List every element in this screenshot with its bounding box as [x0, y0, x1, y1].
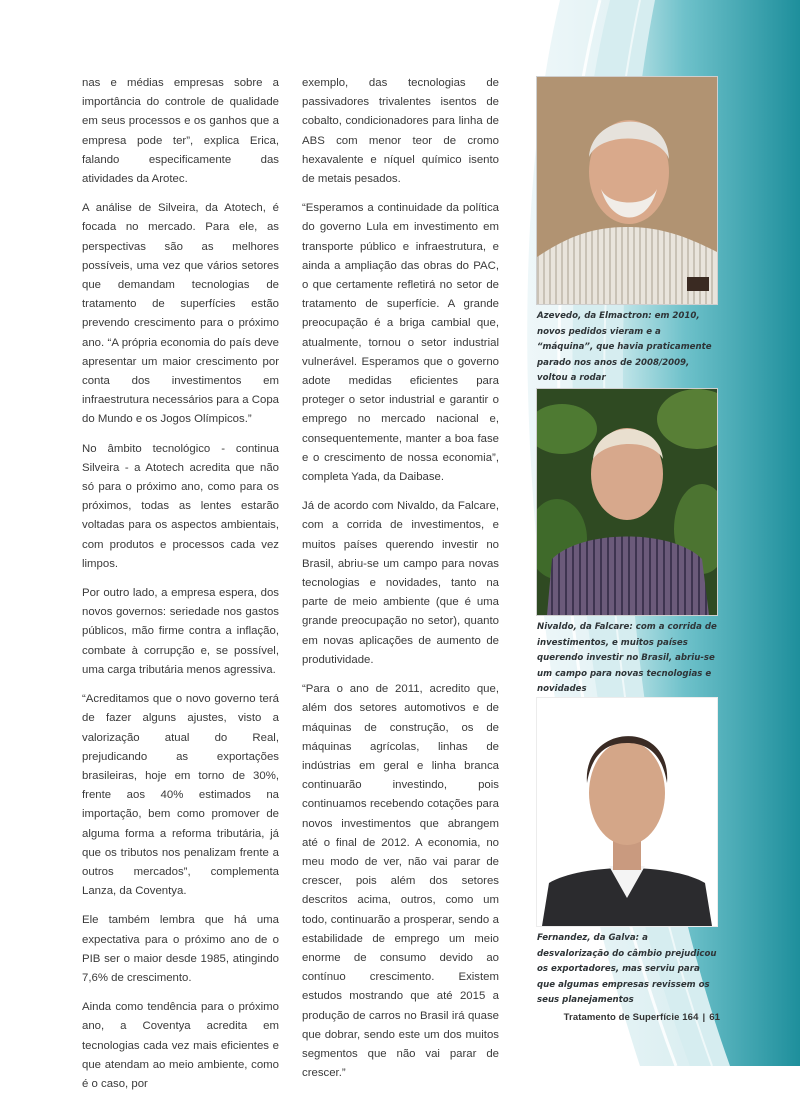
portrait-older-man-image	[537, 77, 717, 304]
photo-fernandez	[536, 697, 718, 927]
photo-caption: Fernandez, da Galva: a desvalorização do câmbio prejudicou os exportadores, mas serviu para que algumas empresas revissem os seus planejamentos	[537, 933, 717, 1005]
paragraph: exemplo, das tecnologias de passivadores trivalentes isentos de cobalto, condicionadores para linha de ABS com menor teor de cromo hexavalente e níquel químico isento de metais pesados.	[302, 77, 499, 186]
photo-caption: Azevedo, da Elmactron: em 2010, novos pedidos vieram e a “máquina”, que havia praticamente parado nos anos de 2008/2009, voltou a rodar	[537, 311, 712, 383]
paragraph: No âmbito tecnológico - continua Silveira - a Atotech acredita que não só para o próximo ano, como para os próximos, todas as lentes estarão voltadas para os aspectos ambientais, com produtos e processos cada vez limpos.	[82, 442, 279, 570]
page-footer	[564, 1012, 720, 1023]
photo-nivaldo	[536, 388, 718, 616]
paragraph: “Acreditamos que o novo governo terá de fazer alguns ajustes, visto a valorização atual do Real, prejudicando as exportações brasileiras, hoje em torno de 30%, frente aos 40% estimados na importação, bem como promover de alguma forma a reforma tributária, já que os tributos nos penalizam frente a outros mercados”, complementa Lanza, da Coventya.	[82, 693, 279, 898]
separator: |	[702, 1012, 706, 1023]
article-column-middle	[302, 74, 499, 1093]
photo-caption: Nivaldo, da Falcare: com a corrida de investimentos, e muitos países querendo investir no Brasil, abriu-se um campo para novas tecnologias e novidades	[537, 622, 717, 694]
paragraph: “Para o ano de 2011, acredito que, além dos setores automotivos e de máquinas de construção, os de máquinas agrícolas, linhas de indústrias em geral e linha branca continuarão investindo, pois continuamos recebendo cotações para novos investimentos que abrangem até o final de 2012. A economia, no meu modo de ver, não vai parar de crescer, pois além dos setores descritos acima, outros, como um todo, continuarão a prosperar, sendo a estabilidade de emprego um meio enorme de consumo devido ao contínuo crescimento. Existem estudos mostrando que até 2015 a produção de carros no Brasil irá quase que dobrar, sendo este um dos muitos segmentos que não vai parar de crescer.”	[302, 683, 499, 1080]
paragraph: Por outro lado, a empresa espera, dos novos governos: seriedade nos gastos públicos, mão firme contra a inflação, combate à corrupção e, se possível, uma carga tributária menos agressiva.	[82, 587, 279, 676]
photo-azevedo	[536, 76, 718, 305]
article-column-left	[82, 74, 279, 1104]
paragraph: A análise de Silveira, da Atotech, é focada no mercado. Para ele, as perspectivas são as melhores possíveis, uma vez que vários setores que demandam tecnologias de tratamento de superfícies estão prevendo crescimento para o próximo ano. “A própria economia do país deve apresentar um maior crescimento por conta dos investimentos em infraestrutura necessários para a Copa do Mundo e os Jogos Olímpicos.”	[82, 202, 279, 426]
portrait-young-man-image	[537, 698, 717, 926]
paragraph: “Esperamos a continuidade da política do governo Lula em investimento em transporte público e infraestrutura, e ainda a ampliação das obras do PAC, o que certamente refletirá no setor de tratamento de superfície. A grande preocupação é a briga cambial que, atualmente, tornou o setor industrial vulnerável. Esperamos que o governo adote medidas eficientes para proteger o setor industrial e garantir o emprego no mercado nacional e, consequentemente, manter a boa fase e o crescimento de nossa economia”, completa Yada, da Daibase.	[302, 202, 499, 484]
page-number: 61	[709, 1012, 720, 1023]
paragraph: Já de acordo com Nivaldo, da Falcare, com a corrida de investimentos, e muitos países querendo investir no Brasil, abriu-se um campo para novas tecnologias e novidades, tanto na parte de meio ambiente (que é uma grande preocupação no setor), quanto em novas aplicações de aumento de produtividade.	[302, 500, 499, 666]
portrait-man-plants-image	[537, 389, 717, 615]
paragraph: Ele também lembra que há uma expectativa para o próximo ano de o PIB ser o maior desde 1985, atingindo 7,6% de crescimento.	[82, 914, 279, 984]
magazine-name: Tratamento de Superfície 164	[563, 1012, 699, 1023]
paragraph: Ainda como tendência para o próximo ano, a Coventya acredita em tecnologias cada vez mais eficientes e que atendam ao meio ambiente, como é o caso, por	[82, 1001, 279, 1090]
paragraph: nas e médias empresas sobre a importância do controle de qualidade em seus processos e os ganhos que a empresa pode ter”, explica Erica, falando especificamente das atividades da Arotec.	[82, 77, 279, 186]
